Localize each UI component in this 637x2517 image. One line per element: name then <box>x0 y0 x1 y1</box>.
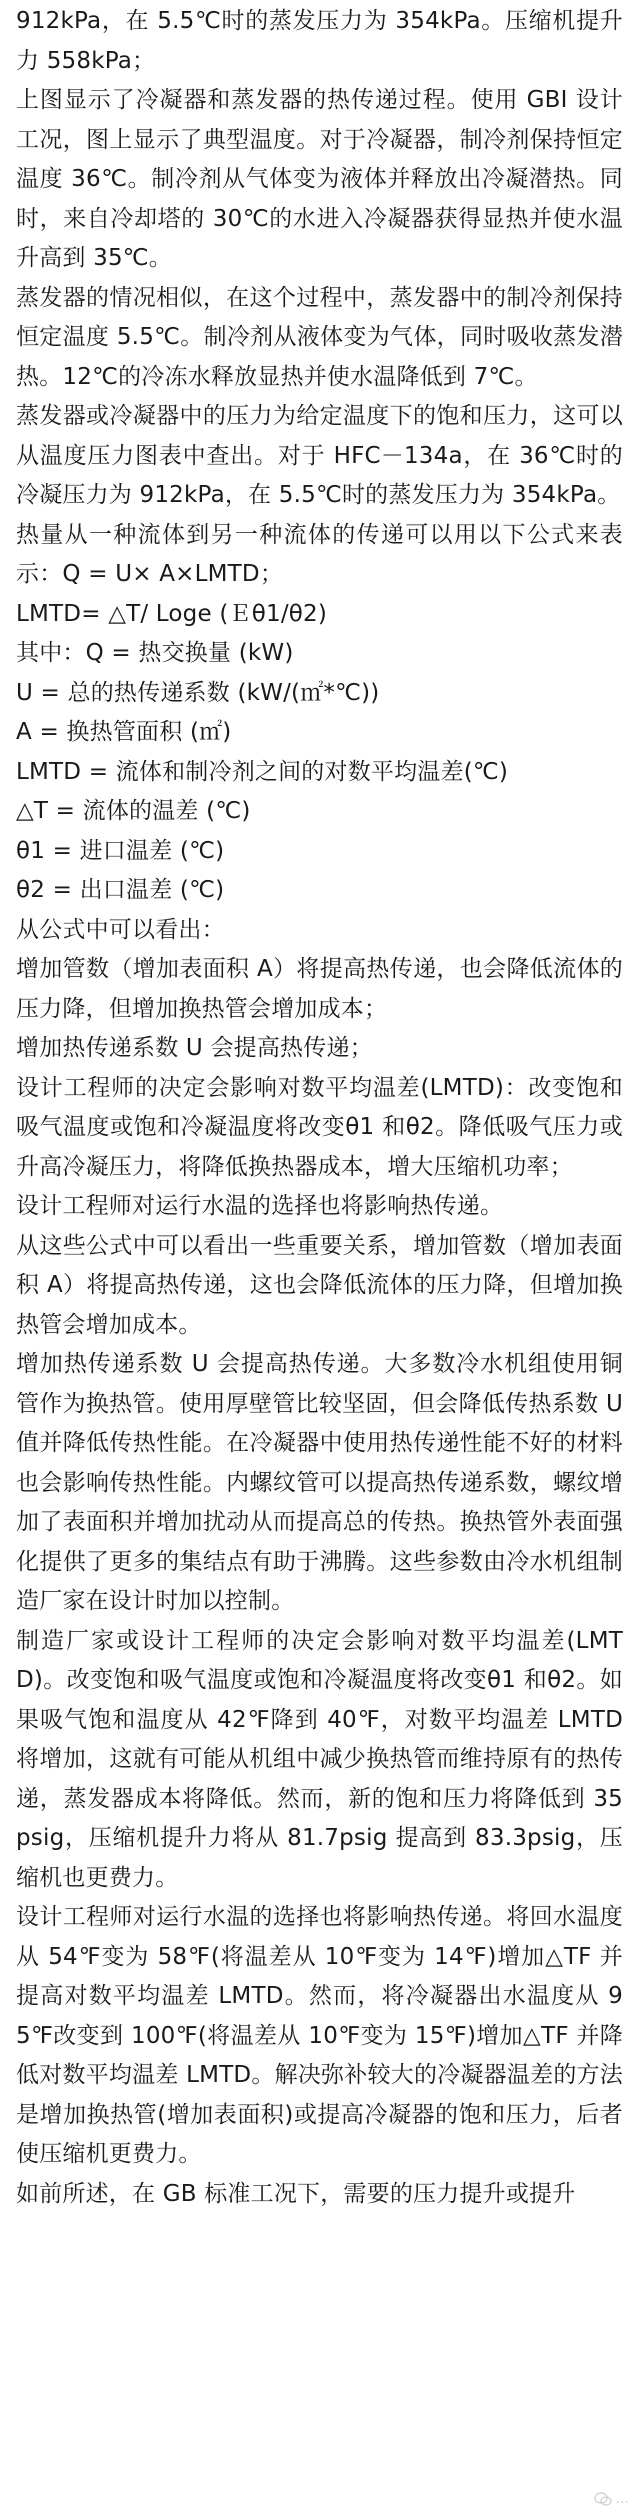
definition-lmtd: LMTD = 流体和制冷剂之间的对数平均温差(℃) <box>16 758 509 785</box>
definition-theta1: θ1 = 进口温差 (℃) <box>16 837 225 864</box>
paragraph-4: 蒸发器或冷凝器中的压力为给定温度下的饱和压力，这可以从温度压力图表中查出。对于 HFC－134a，在 36℃时的冷凝压力为 912kPa，在 5.5℃时的蒸发压力为 354kPa。 <box>16 403 623 508</box>
paragraph-lmtd-design: 制造厂家或设计工程师的决定会影响对数平均温差(LMTD)。改变饱和吸气温度或饱和冷凝温度将改变θ1 和θ2。如果吸气饱和温度从 42℉降到 40℉，对数平均温差 LMTD 将增加，这就有可能从机组中减少换热管而维持原有的热传递，蒸发器成本将降低。然而，新的饱和压力将降低到 35psig，压缩机提升力将从 81.7psig 提高到 83.3psig，压缩机也更费力。 <box>16 1627 623 1891</box>
definition-a: A = 换热管面积 (㎡) <box>16 719 232 745</box>
paragraph-relations: 从这些公式中可以看出一些重要关系，增加管数（增加表面积 A）将提高热传递，这也会降低流体的压力降，但增加换热管会增加成本。 <box>16 1232 623 1338</box>
paragraph-water-temp-choice: 设计工程师对运行水温的选择也将影响热传递。将回水温度从 54℉变为 58℉(将温差从 10℉变为 14℉)增加△TF 并提高对数平均温差 LMTD。然而，将冷凝器出水温度从 95℉改变到 100℉(将温差从 10℉变为 15℉)增加△TF 并降低对数平均温差 LMTD。解决弥补较大的冷凝器温差的方法是增加换热管(增加表面积)或提高冷凝器的饱和压力，后者使压缩机更费力。 <box>16 1904 623 2167</box>
definition-delta-t: △T = 流体的温差 (℃) <box>16 798 251 824</box>
definition-theta2: θ2 = 出口温差 (℃) <box>16 877 225 903</box>
paragraph-final: 如前所述，在 GB 标准工况下，需要的压力提升或提升 <box>16 2180 576 2207</box>
wechat-icon <box>594 2492 612 2506</box>
paragraph-heat-transfer-coefficient: 增加热传递系数 U 会提高热传递。大多数冷水机组使用铜管作为换热管。使用厚壁管比较坚固，但会降低传热系数 U 值并降低传热性能。在冷凝器中使用热传递性能不好的材料也会影响传热性能。内螺纹管可以提高热传递系数，螺纹增加了表面积并增加扰动从而提高总的传热。换热管外表面强化提供了更多的集结点有助于沸腾。这些参数由冷水机组制造厂家在设计时加以控制。 <box>16 1351 623 1614</box>
paragraph-1: 912kPa，在 5.5℃时的蒸发压力为 354kPa。压缩机提升力 558kPa； <box>16 8 623 74</box>
definition-u: U = 总的热传递系数 (kW/(㎡*℃)) <box>16 679 380 706</box>
conclusion-intro: 从公式中可以看出： <box>16 916 225 943</box>
point-water-temp: 设计工程师对运行水温的选择也将影响热传递。 <box>16 1193 504 1219</box>
formula-intro: 热量从一种流体到另一种流体的传递可以用以下公式来表示：Q = U× A×LMTD； <box>16 521 623 587</box>
paragraph-2: 上图显示了冷凝器和蒸发器的热传递过程。使用 GBI 设计工况，图上显示了典型温度。对于冷凝器，制冷剂保持恒定温度 36℃。制冷剂从气体变为液体并释放出冷凝潜热。同时，来自冷却塔的 30℃的水进入冷凝器获得显热并使水温升高到 35℃。 <box>16 87 623 271</box>
watermark <box>594 2491 629 2507</box>
formula-lmtd: LMTD= △T/ Loge (Ｅθ1/θ2) <box>16 600 328 627</box>
point-u: 增加热传递系数 U 会提高热传递； <box>16 1035 373 1061</box>
definition-q: 其中：Q = 热交换量 (kW) <box>16 640 294 666</box>
paragraph-3: 蒸发器的情况相似，在这个过程中，蒸发器中的制冷剂保持恒定温度 5.5℃。制冷剂从液体变为气体，同时吸收蒸发潜热。12℃的冷冻水释放显热并使水温降低到 7℃。 <box>16 284 623 390</box>
watermark-text: ... <box>615 2491 629 2507</box>
point-lmtd: 设计工程师的决定会影响对数平均温差(LMTD)：改变饱和吸气温度或饱和冷凝温度将改变θ1 和θ2。降低吸气压力或升高冷凝压力，将降低换热器成本，增大压缩机功率； <box>16 1074 623 1180</box>
point-tubes: 增加管数（增加表面积 A）将提高热传递，也会降低流体的压力降，但增加换热管会增加成本； <box>16 956 623 1022</box>
